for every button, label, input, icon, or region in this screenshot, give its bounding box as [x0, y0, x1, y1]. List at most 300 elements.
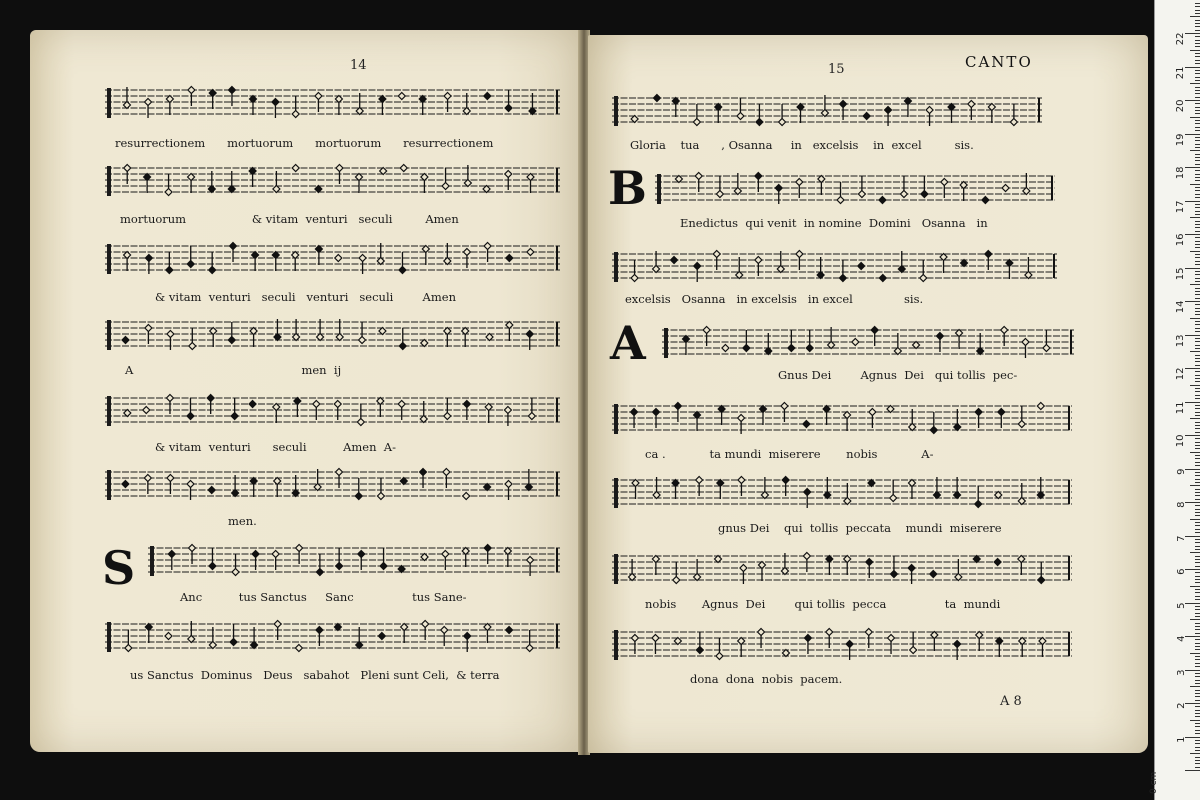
ruler-tick: [1195, 499, 1200, 500]
ruler-tick: [1185, 402, 1200, 403]
note-head: [675, 176, 682, 183]
ruler-tick: [1195, 170, 1200, 171]
ruler-tick: [1195, 690, 1200, 691]
ruler-tick: [1195, 294, 1200, 295]
clef-mark: [614, 630, 618, 660]
note-head: [1023, 188, 1030, 195]
ruler-tick: [1195, 633, 1200, 634]
ruler-tick: [1195, 546, 1200, 547]
staff-lines: [612, 472, 1072, 512]
ruler-tick: [1195, 36, 1200, 37]
ruler-tick: [1195, 381, 1200, 382]
note-head: [400, 165, 407, 172]
note-head: [1022, 339, 1029, 346]
note-head: [740, 565, 747, 572]
ruler-tick: [1195, 241, 1200, 242]
ruler-tick: [1195, 123, 1200, 124]
staff-lines: [148, 540, 560, 580]
note-head: [743, 345, 750, 352]
note-head: [228, 337, 235, 344]
note-head: [398, 93, 405, 100]
ruler-tick: [1195, 77, 1200, 78]
ruler-number: 3: [1175, 669, 1187, 676]
staff-lines: [662, 322, 1074, 362]
clef-mark: [107, 470, 111, 500]
note-head: [122, 337, 129, 344]
ruler-tick: [1195, 663, 1200, 664]
note-head: [189, 545, 196, 552]
ruler-tick: [1195, 683, 1200, 684]
ruler-tick: [1195, 613, 1200, 614]
ruler-tick: [1190, 619, 1200, 620]
barline: [556, 246, 558, 270]
ruler-tick: [1195, 589, 1200, 590]
note-head: [356, 108, 363, 115]
note-head: [272, 551, 279, 558]
ruler-tick: [1195, 462, 1200, 463]
staff-lines: [612, 548, 1072, 588]
note-head: [295, 645, 302, 652]
music-staff: [105, 82, 560, 108]
note-head: [359, 255, 366, 262]
staff-lines: [612, 90, 1042, 130]
music-staff: [105, 160, 560, 186]
ruler-tick: [1195, 525, 1200, 526]
ruler-tick: [1195, 87, 1200, 88]
ruler-tick: [1195, 706, 1200, 707]
note-head: [230, 243, 237, 250]
note-head: [122, 481, 129, 488]
note-head: [703, 327, 710, 334]
ruler-tick: [1190, 184, 1200, 185]
ruler-tick: [1195, 20, 1200, 21]
note-head: [419, 96, 426, 103]
ruler-tick: [1195, 509, 1200, 510]
ruler-tick: [1185, 368, 1200, 369]
ruler-tick: [1195, 596, 1200, 597]
note-head: [863, 113, 870, 120]
note-head: [852, 339, 859, 346]
note-head: [167, 331, 174, 338]
ruler-tick: [1185, 502, 1200, 503]
note-head: [890, 571, 897, 578]
note-head: [420, 469, 427, 476]
note-head: [1001, 327, 1008, 334]
ruler-tick: [1185, 569, 1200, 570]
music-staff: [105, 314, 560, 340]
note-head: [788, 345, 795, 352]
note-head: [755, 257, 762, 264]
note-head: [208, 186, 215, 193]
clef-mark: [614, 554, 618, 584]
ruler-tick: [1195, 6, 1200, 7]
note-head: [529, 108, 536, 115]
ruler-tick: [1190, 586, 1200, 587]
lyrics-line: mortuorum & vitam venturi seculi Amen: [120, 212, 459, 226]
ruler-tick: [1195, 710, 1200, 711]
note-head: [865, 629, 872, 636]
barline: [556, 472, 558, 496]
ruler-tick: [1195, 489, 1200, 490]
ruler-tick: [1195, 221, 1200, 222]
ruler-tick: [1195, 227, 1200, 228]
ruler-tick: [1195, 693, 1200, 694]
music-staff: [105, 464, 560, 490]
note-head: [713, 251, 720, 258]
note-head: [165, 633, 172, 640]
ruler-tick: [1190, 418, 1200, 419]
lyrics-line: Anc tus Sanctus Sanc tus Sane-: [180, 590, 467, 604]
note-head: [930, 427, 937, 434]
ruler-tick: [1185, 636, 1200, 637]
note-head: [315, 246, 322, 253]
note-head: [797, 104, 804, 111]
note-head: [484, 243, 491, 250]
ruler-tick: [1185, 33, 1200, 34]
note-head: [1010, 119, 1017, 126]
note-head: [671, 257, 678, 264]
note-head: [910, 647, 917, 654]
note-head: [806, 345, 813, 352]
music-staff: [612, 624, 1072, 650]
note-head: [804, 489, 811, 496]
ruler-tick: [1195, 180, 1200, 181]
ruler-tick: [1195, 53, 1200, 54]
ruler-tick: [1195, 254, 1200, 255]
ruler-number: 10: [1175, 434, 1187, 448]
ruler-tick: [1195, 391, 1200, 392]
note-head: [143, 407, 150, 414]
note-head: [998, 409, 1005, 416]
ruler-number: 20: [1175, 99, 1187, 113]
barline: [1068, 480, 1070, 504]
ruler-tick: [1195, 522, 1200, 523]
note-head: [930, 571, 937, 578]
ruler-tick: [1195, 341, 1200, 342]
ruler-tick: [1195, 572, 1200, 573]
lyrics-line: Gloria tua , Osanna in excelsis in excel sis.: [630, 138, 974, 152]
note-head: [715, 104, 722, 111]
ruler-tick: [1195, 207, 1200, 208]
decorated-initial: B: [608, 161, 647, 215]
ruler-tick: [1195, 13, 1200, 14]
ruler-tick: [1195, 345, 1200, 346]
ruler-tick: [1195, 599, 1200, 600]
barline: [556, 168, 558, 192]
running-head: CANTO: [965, 53, 1033, 71]
ruler-tick: [1195, 331, 1200, 332]
ruler-tick: [1190, 351, 1200, 352]
note-head: [920, 275, 927, 282]
ruler-tick: [1190, 16, 1200, 17]
music-staff: [612, 548, 1072, 574]
note-head: [380, 168, 387, 175]
ruler-tick: [1195, 338, 1200, 339]
note-head: [526, 645, 533, 652]
ruler-tick: [1195, 405, 1200, 406]
note-head: [1002, 185, 1009, 192]
ruler-tick: [1195, 3, 1200, 4]
note-head: [166, 395, 173, 402]
clef-mark: [107, 88, 111, 118]
note-head: [1038, 577, 1045, 584]
barline: [556, 90, 558, 114]
ruler-tick: [1195, 271, 1200, 272]
note-head: [734, 188, 741, 195]
note-head: [398, 401, 405, 408]
note-head: [144, 475, 151, 482]
ruler-tick: [1195, 556, 1200, 557]
ruler-tick: [1195, 757, 1200, 758]
clef-mark: [664, 328, 668, 358]
ruler-tick: [1195, 237, 1200, 238]
ruler-tick: [1195, 438, 1200, 439]
music-staff: [612, 398, 1072, 424]
ruler-tick: [1185, 201, 1200, 202]
note-head: [145, 99, 152, 106]
staff-lines: [612, 246, 1057, 286]
ruler-number: 6: [1175, 568, 1187, 575]
decorated-initial: A: [610, 316, 646, 370]
ruler-tick: [1195, 321, 1200, 322]
note-head: [888, 635, 895, 642]
ruler-tick: [1195, 408, 1200, 409]
note-head: [442, 183, 449, 190]
note-head: [803, 421, 810, 428]
clef-mark: [657, 174, 661, 204]
ruler-tick: [1195, 56, 1200, 57]
barline: [1068, 556, 1070, 580]
note-head: [228, 186, 235, 193]
ruler-tick: [1195, 107, 1200, 108]
note-head: [463, 493, 470, 500]
ruler-tick: [1195, 361, 1200, 362]
note-head: [954, 641, 961, 648]
note-head: [444, 413, 451, 420]
music-staff: [655, 168, 1055, 194]
note-head: [483, 186, 490, 193]
staff-lines: [105, 464, 560, 504]
ruler-tick: [1185, 167, 1200, 168]
lyrics-line: & vitam venturi seculi Amen A-: [155, 440, 396, 454]
note-head: [869, 409, 876, 416]
note-head: [858, 191, 865, 198]
ruler-tick: [1195, 324, 1200, 325]
note-head: [506, 627, 513, 634]
ruler-tick: [1195, 592, 1200, 593]
note-head: [975, 501, 982, 508]
note-head: [631, 275, 638, 282]
note-head: [904, 98, 911, 105]
music-staff: [105, 390, 560, 416]
ruler-tick: [1195, 291, 1200, 292]
ruler-tick: [1195, 532, 1200, 533]
ruler-tick: [1185, 536, 1200, 537]
ruler-tick: [1195, 120, 1200, 121]
note-head: [484, 93, 491, 100]
ruler-tick: [1195, 304, 1200, 305]
ruler-tick: [1190, 117, 1200, 118]
note-head: [444, 93, 451, 100]
ruler-tick: [1195, 676, 1200, 677]
note-head: [313, 401, 320, 408]
note-head: [249, 168, 256, 175]
note-head: [379, 96, 386, 103]
note-head: [653, 95, 660, 102]
barline: [556, 624, 558, 648]
note-head: [189, 343, 196, 350]
lyrics-line: Enedictus qui venit in nomine Domini Osanna in: [680, 216, 988, 230]
ruler-number: 7: [1175, 535, 1187, 542]
note-head: [207, 395, 214, 402]
note-head: [249, 401, 256, 408]
ruler-number: 5: [1175, 602, 1187, 609]
note-head: [879, 275, 886, 282]
note-head: [377, 493, 384, 500]
note-head: [674, 403, 681, 410]
ruler-tick: [1195, 274, 1200, 275]
ruler-tick: [1195, 23, 1200, 24]
note-head: [846, 641, 853, 648]
ruler-tick: [1195, 432, 1200, 433]
ruler-tick: [1195, 73, 1200, 74]
barline: [556, 398, 558, 422]
ruler-tick: [1190, 150, 1200, 151]
ruler-tick: [1190, 753, 1200, 754]
note-head: [840, 101, 847, 108]
barline: [1051, 176, 1053, 200]
clef-mark: [614, 96, 618, 126]
ruler-tick: [1185, 435, 1200, 436]
note-head: [926, 107, 933, 114]
note-head: [775, 185, 782, 192]
note-head: [336, 563, 343, 570]
note-head: [652, 635, 659, 642]
ruler-tick: [1195, 495, 1200, 496]
ruler-tick: [1195, 46, 1200, 47]
ruler-unit: 0 cm: [1149, 771, 1159, 794]
note-head: [756, 119, 763, 126]
staff-lines: [105, 390, 560, 430]
note-head: [755, 173, 762, 180]
note-head: [272, 99, 279, 106]
ruler-tick: [1185, 469, 1200, 470]
ruler-number: 1: [1175, 736, 1187, 743]
ruler-tick: [1195, 378, 1200, 379]
ruler-tick: [1195, 515, 1200, 516]
ruler-tick: [1185, 770, 1200, 771]
ruler-tick: [1195, 298, 1200, 299]
ruler-tick: [1195, 559, 1200, 560]
staff-lines: [105, 82, 560, 122]
note-head: [804, 635, 811, 642]
ruler-tick: [1190, 552, 1200, 553]
note-head: [982, 197, 989, 204]
ruler-tick: [1195, 137, 1200, 138]
note-head: [941, 179, 948, 186]
note-head: [422, 246, 429, 253]
ruler-tick: [1195, 448, 1200, 449]
note-head: [900, 191, 907, 198]
note-head: [464, 180, 471, 187]
signature-mark: A 8: [1000, 694, 1022, 709]
music-staff: [105, 238, 560, 264]
ruler-tick: [1185, 703, 1200, 704]
ruler-tick: [1195, 465, 1200, 466]
note-head: [378, 633, 385, 640]
note-head: [696, 647, 703, 654]
ruler-tick: [1195, 388, 1200, 389]
ruler-number: 8: [1175, 501, 1187, 508]
note-head: [232, 569, 239, 576]
ruler-tick: [1195, 747, 1200, 748]
note-head: [631, 635, 638, 642]
ruler-tick: [1195, 187, 1200, 188]
ruler-tick: [1195, 492, 1200, 493]
barline: [556, 322, 558, 346]
note-head: [273, 186, 280, 193]
barline: [1038, 98, 1040, 122]
ruler-tick: [1195, 43, 1200, 44]
ruler-tick: [1195, 646, 1200, 647]
note-head: [315, 93, 322, 100]
ruler-tick: [1195, 90, 1200, 91]
ruler-tick: [1195, 666, 1200, 667]
ruler-tick: [1190, 452, 1200, 453]
note-head: [231, 413, 238, 420]
note-head: [335, 96, 342, 103]
note-head: [464, 633, 471, 640]
note-head: [526, 331, 533, 338]
ruler-tick: [1195, 247, 1200, 248]
ruler-tick: [1195, 288, 1200, 289]
note-head: [336, 469, 343, 476]
ruler-tick: [1195, 428, 1200, 429]
note-head: [442, 551, 449, 558]
ruler-tick: [1195, 26, 1200, 27]
note-head: [738, 477, 745, 484]
note-head: [968, 101, 975, 108]
ruler-tick: [1190, 318, 1200, 319]
ruler-tick: [1195, 257, 1200, 258]
ruler-number: 11: [1175, 401, 1187, 414]
note-head: [252, 551, 259, 558]
note-head: [356, 174, 363, 181]
ruler-tick: [1195, 479, 1200, 480]
note-head: [187, 261, 194, 268]
note-head: [228, 87, 235, 94]
note-head: [527, 557, 534, 564]
note-head: [315, 186, 322, 193]
ruler-tick: [1195, 442, 1200, 443]
note-head: [505, 481, 512, 488]
note-head: [505, 171, 512, 178]
note-head: [818, 176, 825, 183]
clef-mark: [107, 166, 111, 196]
note-head: [796, 179, 803, 186]
note-head: [357, 419, 364, 426]
ruler-tick: [1195, 160, 1200, 161]
ruler-tick: [1190, 485, 1200, 486]
ruler-tick: [1195, 626, 1200, 627]
ruler-tick: [1195, 177, 1200, 178]
note-head: [885, 107, 892, 114]
ruler-tick: [1195, 740, 1200, 741]
note-head: [1037, 403, 1044, 410]
ruler-tick: [1190, 284, 1200, 285]
ruler-tick: [1195, 395, 1200, 396]
ruler-tick: [1185, 134, 1200, 135]
